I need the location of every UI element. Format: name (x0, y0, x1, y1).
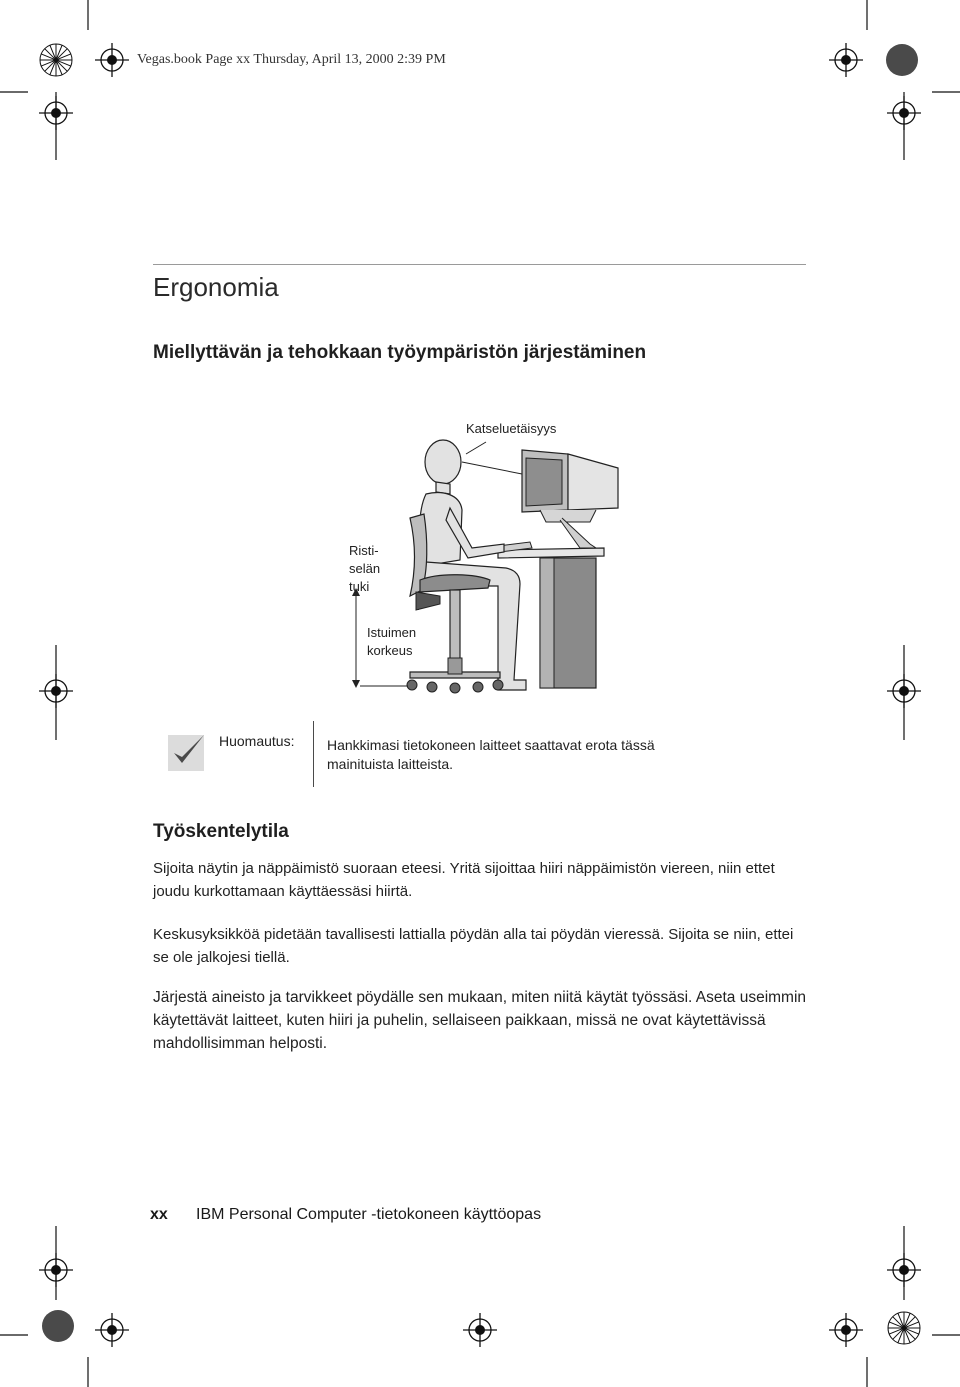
section-subtitle: Miellyttävän ja tehokkaan työympäristön järjestäminen (153, 342, 647, 363)
seat-height-label-line1: Istuimen (367, 625, 417, 640)
checkmark-icon (168, 733, 208, 773)
note-text: Hankkimasi tietokoneen laitteet saattavat erota tässä mainituista laitteista. (327, 737, 655, 772)
section-title: Ergonomia (153, 272, 279, 302)
book-title: IBM Personal Computer -tietokoneen käyttöopas (196, 1206, 542, 1223)
workspace-paragraph-2: Keskusyksikköä pidetään tavallisesti lattialla pöydän alla tai pöydän vieressä. Sijoita se niin, ettei se ole jalkojesi tiellä. (153, 926, 794, 966)
workspace-paragraph-1: Sijoita näytin ja näppäimistö suoraan eteesi. Yritä sijoittaa hiiri näppäimistön viereen, niin ettet joudu kurkottamaan käyttäessäsi hiirtä. (153, 860, 775, 900)
workspace-paragraph-3: Järjestä aineisto ja tarvikkeet pöydälle sen mukaan, miten niitä käytät työssäsi. Aseta useimmin käytettävät laitteet, kuten hiiri ja puhelin, sellaiseen paikkaan, missä ne ovat käytettävissä mahdollisimman helposti. (153, 989, 807, 1052)
lumbar-label-line2: selän (349, 561, 381, 576)
note-label: Huomautus: (219, 733, 295, 749)
workstation-figure (300, 410, 620, 700)
section-rule (153, 264, 806, 265)
lumbar-label-line3: tuki (349, 579, 370, 594)
ergonomics-illustration (300, 410, 620, 700)
viewing-distance-label: Katseluetäisyys (466, 421, 557, 436)
workspace-heading: Työskentelytila (153, 821, 289, 842)
note-divider (313, 721, 314, 787)
page-number: xx (150, 1206, 168, 1223)
lumbar-label-line1: Risti- (349, 543, 379, 558)
seat-height-label-line2: korkeus (367, 643, 413, 658)
print-header: Vegas.book Page xx Thursday, April 13, 2000 2:39 PM (137, 52, 446, 67)
